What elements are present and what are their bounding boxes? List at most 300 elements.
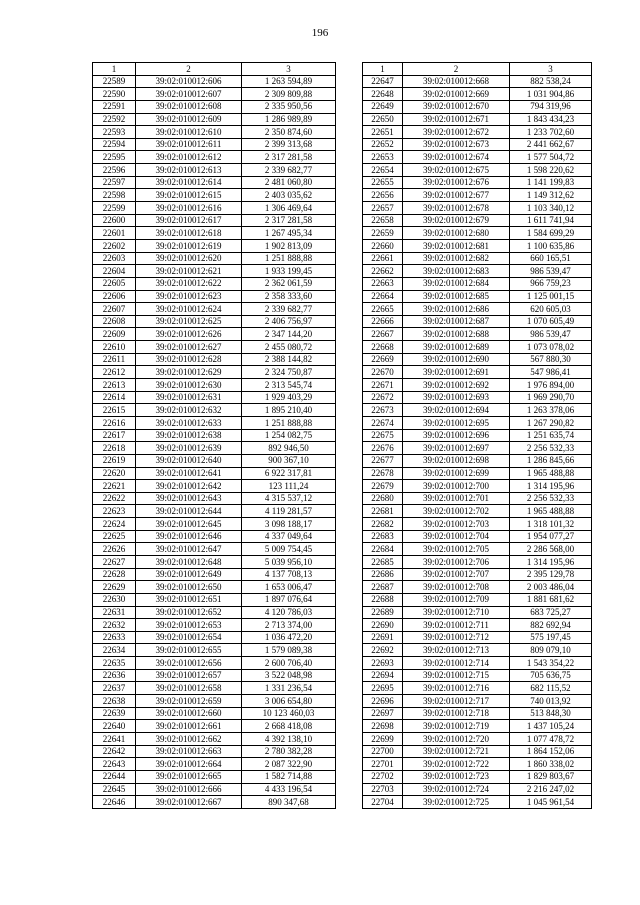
table-row [93, 391, 336, 404]
cadastral-number-cell: 39:02:010012:685 [403, 290, 510, 303]
table-row [363, 100, 592, 113]
cadastral-number-cell: 39:02:010012:694 [403, 404, 510, 417]
table-row [363, 682, 592, 695]
value-cell: 1 100 635,86 [510, 239, 592, 252]
table-row [93, 429, 336, 442]
cadastral-number-cell: 39:02:010012:619 [136, 239, 242, 252]
cadastral-number-cell: 39:02:010012:661 [136, 720, 242, 733]
cadastral-number-cell: 39:02:010012:686 [403, 303, 510, 316]
row-number-cell: 22600 [93, 214, 136, 227]
row-number-cell: 22640 [93, 720, 136, 733]
cadastral-number-cell: 39:02:010012:618 [136, 227, 242, 240]
cadastral-number-cell: 39:02:010012:660 [136, 707, 242, 720]
row-number-cell: 22636 [93, 669, 136, 682]
cadastral-number-cell: 39:02:010012:648 [136, 555, 242, 568]
table-row [363, 252, 592, 265]
row-number-cell: 22624 [93, 518, 136, 531]
table-row [93, 113, 336, 126]
cadastral-number-cell: 39:02:010012:607 [136, 88, 242, 101]
row-number-cell: 22632 [93, 619, 136, 632]
table-row [363, 265, 592, 278]
value-cell: 4 433 196,54 [242, 783, 336, 796]
cadastral-number-cell: 39:02:010012:606 [136, 75, 242, 88]
row-number-cell: 22611 [93, 353, 136, 366]
cadastral-number-cell: 39:02:010012:690 [403, 353, 510, 366]
row-number-cell: 22596 [93, 164, 136, 177]
cadastral-number-cell: 39:02:010012:664 [136, 758, 242, 771]
row-number-cell: 22593 [93, 126, 136, 139]
row-number-cell: 22610 [93, 341, 136, 354]
value-cell: 682 115,52 [510, 682, 592, 695]
row-number-cell: 22641 [93, 732, 136, 745]
table-row [363, 227, 592, 240]
value-cell: 1 611 741,94 [510, 214, 592, 227]
row-number-cell: 22665 [363, 303, 403, 316]
value-cell: 547 986,41 [510, 366, 592, 379]
row-number-cell: 22647 [363, 75, 403, 88]
table-row [363, 151, 592, 164]
table-row [93, 682, 336, 695]
row-number-cell: 22653 [363, 151, 403, 164]
value-cell: 2 309 809,88 [242, 88, 336, 101]
table-row [363, 467, 592, 480]
cadastral-number-cell: 39:02:010012:699 [403, 467, 510, 480]
row-number-cell: 22597 [93, 176, 136, 189]
value-cell: 575 197,45 [510, 631, 592, 644]
row-number-cell: 22639 [93, 707, 136, 720]
row-number-cell: 22650 [363, 113, 403, 126]
cadastral-number-cell: 39:02:010012:649 [136, 568, 242, 581]
cadastral-number-cell: 39:02:010012:651 [136, 593, 242, 606]
row-number-cell: 22698 [363, 720, 403, 733]
table-row [93, 227, 336, 240]
value-cell: 986 539,47 [510, 328, 592, 341]
cadastral-number-cell: 39:02:010012:722 [403, 758, 510, 771]
cadastral-number-cell: 39:02:010012:645 [136, 518, 242, 531]
table-row [93, 593, 336, 606]
table-row [93, 290, 336, 303]
value-cell: 2 317 281,58 [242, 151, 336, 164]
cadastral-number-cell: 39:02:010012:672 [403, 126, 510, 139]
table-row [93, 100, 336, 113]
value-cell: 1 077 478,72 [510, 732, 592, 745]
table-row [93, 138, 336, 151]
row-number-cell: 22612 [93, 366, 136, 379]
row-number-cell: 22644 [93, 770, 136, 783]
row-number-cell: 22651 [363, 126, 403, 139]
value-cell: 123 111,24 [242, 480, 336, 493]
column-header: 1 [363, 63, 403, 76]
value-cell: 1 286 845,66 [510, 454, 592, 467]
cadastral-number-cell: 39:02:010012:678 [403, 202, 510, 215]
row-number-cell: 22664 [363, 290, 403, 303]
row-number-cell: 22660 [363, 239, 403, 252]
cadastral-number-cell: 39:02:010012:629 [136, 366, 242, 379]
row-number-cell: 22703 [363, 783, 403, 796]
table-row [93, 732, 336, 745]
row-number-cell: 22627 [93, 555, 136, 568]
value-cell: 1 902 813,09 [242, 239, 336, 252]
table-row [363, 391, 592, 404]
table-row [363, 783, 592, 796]
table-row [93, 75, 336, 88]
cadastral-number-cell: 39:02:010012:667 [136, 796, 242, 809]
cadastral-number-cell: 39:02:010012:704 [403, 530, 510, 543]
cadastral-number-cell: 39:02:010012:695 [403, 416, 510, 429]
table-row [363, 113, 592, 126]
cadastral-number-cell: 39:02:010012:705 [403, 543, 510, 556]
row-number-cell: 22699 [363, 732, 403, 745]
table-row [363, 315, 592, 328]
cadastral-number-cell: 39:02:010012:671 [403, 113, 510, 126]
value-cell: 1 976 894,00 [510, 379, 592, 392]
cadastral-number-cell: 39:02:010012:724 [403, 783, 510, 796]
row-number-cell: 22605 [93, 277, 136, 290]
table-row [363, 239, 592, 252]
row-number-cell: 22637 [93, 682, 136, 695]
row-number-cell: 22613 [93, 379, 136, 392]
cadastral-number-cell: 39:02:010012:631 [136, 391, 242, 404]
value-cell: 2 668 418,08 [242, 720, 336, 733]
value-cell: 1 933 199,45 [242, 265, 336, 278]
row-number-cell: 22669 [363, 353, 403, 366]
table-row [363, 303, 592, 316]
table-row [363, 88, 592, 101]
cadastral-number-cell: 39:02:010012:720 [403, 732, 510, 745]
table-row [363, 176, 592, 189]
value-cell: 1 286 989,89 [242, 113, 336, 126]
table-row [93, 454, 336, 467]
value-cell: 1 881 681,62 [510, 593, 592, 606]
table-row [93, 379, 336, 392]
row-number-cell: 22594 [93, 138, 136, 151]
value-cell: 892 946,50 [242, 442, 336, 455]
value-cell: 2 313 545,74 [242, 379, 336, 392]
value-cell: 966 759,23 [510, 277, 592, 290]
row-number-cell: 22602 [93, 239, 136, 252]
table-row [93, 416, 336, 429]
table-row [363, 644, 592, 657]
table-row [93, 189, 336, 202]
cadastral-number-cell: 39:02:010012:657 [136, 669, 242, 682]
table-row [93, 315, 336, 328]
table-row [363, 379, 592, 392]
table-row [93, 88, 336, 101]
cadastral-number-cell: 39:02:010012:641 [136, 467, 242, 480]
value-cell: 1 579 089,38 [242, 644, 336, 657]
row-number-cell: 22618 [93, 442, 136, 455]
cadastral-number-cell: 39:02:010012:714 [403, 657, 510, 670]
value-cell: 2 003 486,04 [510, 581, 592, 594]
value-cell: 2 339 682,77 [242, 303, 336, 316]
row-number-cell: 22659 [363, 227, 403, 240]
row-number-cell: 22671 [363, 379, 403, 392]
table-row [363, 341, 592, 354]
row-number-cell: 22687 [363, 581, 403, 594]
row-number-cell: 22628 [93, 568, 136, 581]
value-cell: 1 860 338,02 [510, 758, 592, 771]
row-number-cell: 22655 [363, 176, 403, 189]
table-row [363, 720, 592, 733]
right-table [362, 62, 592, 809]
cadastral-number-cell: 39:02:010012:643 [136, 492, 242, 505]
cadastral-number-cell: 39:02:010012:717 [403, 695, 510, 708]
row-number-cell: 22652 [363, 138, 403, 151]
value-cell: 683 725,27 [510, 606, 592, 619]
value-cell: 882 538,24 [510, 75, 592, 88]
row-number-cell: 22678 [363, 467, 403, 480]
row-number-cell: 22695 [363, 682, 403, 695]
row-number-cell: 22658 [363, 214, 403, 227]
value-cell: 4 137 708,13 [242, 568, 336, 581]
value-cell: 5 009 754,45 [242, 543, 336, 556]
cadastral-number-cell: 39:02:010012:644 [136, 505, 242, 518]
value-cell: 1 864 152,06 [510, 745, 592, 758]
value-cell: 1 314 195,96 [510, 480, 592, 493]
table-row [363, 75, 592, 88]
cadastral-number-cell: 39:02:010012:615 [136, 189, 242, 202]
row-number-cell: 22631 [93, 606, 136, 619]
value-cell: 2 339 682,77 [242, 164, 336, 177]
cadastral-number-cell: 39:02:010012:617 [136, 214, 242, 227]
row-number-cell: 22626 [93, 543, 136, 556]
table-row [93, 214, 336, 227]
table-row [363, 593, 592, 606]
table-row [363, 214, 592, 227]
cadastral-number-cell: 39:02:010012:674 [403, 151, 510, 164]
cadastral-number-cell: 39:02:010012:709 [403, 593, 510, 606]
value-cell: 1 141 199,83 [510, 176, 592, 189]
value-cell: 1 584 699,29 [510, 227, 592, 240]
cadastral-number-cell: 39:02:010012:669 [403, 88, 510, 101]
table-row [363, 707, 592, 720]
row-number-cell: 22697 [363, 707, 403, 720]
row-number-cell: 22691 [363, 631, 403, 644]
row-number-cell: 22615 [93, 404, 136, 417]
table-row [93, 366, 336, 379]
value-cell: 1 267 290,82 [510, 416, 592, 429]
row-number-cell: 22595 [93, 151, 136, 164]
row-number-cell: 22684 [363, 543, 403, 556]
value-cell: 1 233 702,60 [510, 126, 592, 139]
table-row [93, 581, 336, 594]
row-number-cell: 22688 [363, 593, 403, 606]
table-row [93, 695, 336, 708]
value-cell: 6 922 317,81 [242, 467, 336, 480]
column-header: 3 [510, 63, 592, 76]
cadastral-number-cell: 39:02:010012:662 [136, 732, 242, 745]
table-row [363, 758, 592, 771]
left-table-body [93, 75, 336, 808]
row-number-cell: 22614 [93, 391, 136, 404]
cadastral-number-cell: 39:02:010012:688 [403, 328, 510, 341]
value-cell: 809 079,10 [510, 644, 592, 657]
cadastral-number-cell: 39:02:010012:697 [403, 442, 510, 455]
cadastral-number-cell: 39:02:010012:715 [403, 669, 510, 682]
value-cell: 1 251 635,74 [510, 429, 592, 442]
table-row [93, 202, 336, 215]
value-cell: 1 582 714,88 [242, 770, 336, 783]
row-number-cell: 22696 [363, 695, 403, 708]
table-row [93, 480, 336, 493]
table-row [363, 518, 592, 531]
value-cell: 2 335 950,56 [242, 100, 336, 113]
row-number-cell: 22675 [363, 429, 403, 442]
table-row [363, 492, 592, 505]
value-cell: 2 481 060,80 [242, 176, 336, 189]
row-number-cell: 22601 [93, 227, 136, 240]
table-row [363, 581, 592, 594]
row-number-cell: 22686 [363, 568, 403, 581]
table-row [363, 290, 592, 303]
cadastral-number-cell: 39:02:010012:612 [136, 151, 242, 164]
row-number-cell: 22629 [93, 581, 136, 594]
row-number-cell: 22673 [363, 404, 403, 417]
row-number-cell: 22604 [93, 265, 136, 278]
cadastral-number-cell: 39:02:010012:647 [136, 543, 242, 556]
cadastral-number-cell: 39:02:010012:623 [136, 290, 242, 303]
cadastral-number-cell: 39:02:010012:640 [136, 454, 242, 467]
row-number-cell: 22666 [363, 315, 403, 328]
row-number-cell: 22634 [93, 644, 136, 657]
table-row [93, 555, 336, 568]
cadastral-number-cell: 39:02:010012:696 [403, 429, 510, 442]
table-row [93, 265, 336, 278]
table-header-row [363, 63, 592, 76]
value-cell: 567 880,30 [510, 353, 592, 366]
row-number-cell: 22621 [93, 480, 136, 493]
cadastral-number-cell: 39:02:010012:659 [136, 695, 242, 708]
cadastral-number-cell: 39:02:010012:675 [403, 164, 510, 177]
cadastral-number-cell: 39:02:010012:670 [403, 100, 510, 113]
value-cell: 2 256 532,33 [510, 492, 592, 505]
table-row [363, 619, 592, 632]
table-row [363, 480, 592, 493]
value-cell: 513 848,30 [510, 707, 592, 720]
row-number-cell: 22663 [363, 277, 403, 290]
cadastral-number-cell: 39:02:010012:654 [136, 631, 242, 644]
row-number-cell: 22622 [93, 492, 136, 505]
row-number-cell: 22620 [93, 467, 136, 480]
table-row [363, 454, 592, 467]
row-number-cell: 22648 [363, 88, 403, 101]
value-cell: 2 395 129,78 [510, 568, 592, 581]
value-cell: 890 347,68 [242, 796, 336, 809]
value-cell: 2 087 322,90 [242, 758, 336, 771]
cadastral-number-cell: 39:02:010012:693 [403, 391, 510, 404]
row-number-cell: 22630 [93, 593, 136, 606]
cadastral-number-cell: 39:02:010012:680 [403, 227, 510, 240]
cadastral-number-cell: 39:02:010012:650 [136, 581, 242, 594]
value-cell: 1 965 488,88 [510, 505, 592, 518]
row-number-cell: 22667 [363, 328, 403, 341]
table-row [363, 138, 592, 151]
value-cell: 10 123 460,03 [242, 707, 336, 720]
cadastral-number-cell: 39:02:010012:611 [136, 138, 242, 151]
value-cell: 2 324 750,87 [242, 366, 336, 379]
table-row [93, 720, 336, 733]
value-cell: 1 073 078,02 [510, 341, 592, 354]
value-cell: 2 216 247,02 [510, 783, 592, 796]
cadastral-number-cell: 39:02:010012:681 [403, 239, 510, 252]
column-header: 1 [93, 63, 136, 76]
cadastral-number-cell: 39:02:010012:655 [136, 644, 242, 657]
value-cell: 2 362 061,59 [242, 277, 336, 290]
table-row [363, 568, 592, 581]
cadastral-number-cell: 39:02:010012:656 [136, 657, 242, 670]
row-number-cell: 22672 [363, 391, 403, 404]
table-row [93, 631, 336, 644]
cadastral-number-cell: 39:02:010012:668 [403, 75, 510, 88]
cadastral-number-cell: 39:02:010012:713 [403, 644, 510, 657]
row-number-cell: 22677 [363, 454, 403, 467]
value-cell: 740 013,92 [510, 695, 592, 708]
cadastral-number-cell: 39:02:010012:716 [403, 682, 510, 695]
row-number-cell: 22599 [93, 202, 136, 215]
table-row [363, 353, 592, 366]
row-number-cell: 22681 [363, 505, 403, 518]
cadastral-number-cell: 39:02:010012:632 [136, 404, 242, 417]
value-cell: 1 314 195,96 [510, 555, 592, 568]
table-row [363, 416, 592, 429]
cadastral-number-cell: 39:02:010012:701 [403, 492, 510, 505]
table-row [93, 644, 336, 657]
value-cell: 620 605,03 [510, 303, 592, 316]
row-number-cell: 22700 [363, 745, 403, 758]
table-row [93, 669, 336, 682]
row-number-cell: 22679 [363, 480, 403, 493]
table-row [363, 669, 592, 682]
value-cell: 2 600 706,40 [242, 657, 336, 670]
table-row [93, 530, 336, 543]
cadastral-number-cell: 39:02:010012:706 [403, 555, 510, 568]
table-row [93, 164, 336, 177]
cadastral-number-cell: 39:02:010012:658 [136, 682, 242, 695]
row-number-cell: 22646 [93, 796, 136, 809]
table-row [93, 467, 336, 480]
cadastral-number-cell: 39:02:010012:646 [136, 530, 242, 543]
cadastral-number-cell: 39:02:010012:708 [403, 581, 510, 594]
value-cell: 2 317 281,58 [242, 214, 336, 227]
table-row [93, 277, 336, 290]
row-number-cell: 22592 [93, 113, 136, 126]
row-number-cell: 22693 [363, 657, 403, 670]
value-cell: 1 437 105,24 [510, 720, 592, 733]
table-row [363, 796, 592, 809]
table-row [93, 783, 336, 796]
cadastral-number-cell: 39:02:010012:721 [403, 745, 510, 758]
row-number-cell: 22642 [93, 745, 136, 758]
value-cell: 1 965 488,88 [510, 467, 592, 480]
cadastral-number-cell: 39:02:010012:684 [403, 277, 510, 290]
value-cell: 1 263 378,06 [510, 404, 592, 417]
row-number-cell: 22704 [363, 796, 403, 809]
cadastral-number-cell: 39:02:010012:627 [136, 341, 242, 354]
value-cell: 1 543 354,22 [510, 657, 592, 670]
value-cell: 660 165,51 [510, 252, 592, 265]
table-row [363, 164, 592, 177]
row-number-cell: 22635 [93, 657, 136, 670]
table-row [93, 758, 336, 771]
cadastral-number-cell: 39:02:010012:608 [136, 100, 242, 113]
cadastral-number-cell: 39:02:010012:673 [403, 138, 510, 151]
row-number-cell: 22689 [363, 606, 403, 619]
cadastral-number-cell: 39:02:010012:687 [403, 315, 510, 328]
value-cell: 5 039 956,10 [242, 555, 336, 568]
table-row [363, 530, 592, 543]
row-number-cell: 22598 [93, 189, 136, 202]
row-number-cell: 22683 [363, 530, 403, 543]
